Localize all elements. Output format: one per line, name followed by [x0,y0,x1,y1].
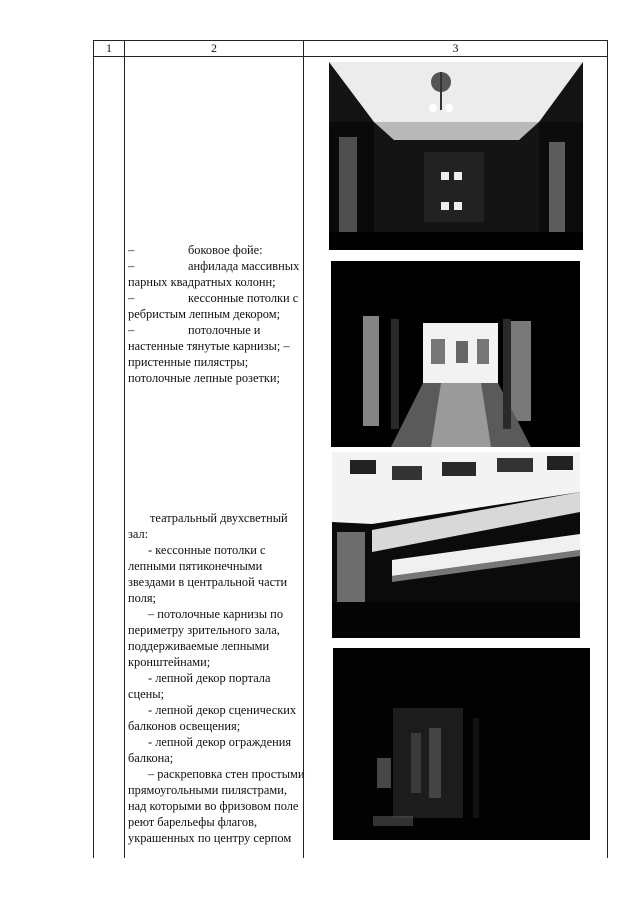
foyer-item: потолочные и настенные тянутые карнизы; [128,323,281,353]
header-col-2: 2 [211,41,217,55]
text-block-side-foyer: – боковое фойе: – анфилада массивных парных квадратных колонн; – кессонные потолки с ребристым лепным декором; – потолочные и настенные тянутые карнизы; – пристенные пилястры; потолочные лепные розетки; [128,243,300,385]
hall-item: - лепной декор сценических балконов освещения; [128,703,297,733]
photo-theatre-stage [333,648,590,840]
foyer-item: кессонные потолки с ребристым лепным декором; [128,291,299,321]
foyer-item: потолочные лепные розетки; [128,371,280,385]
foyer-item: анфилада массивных парных квадратных колонн; [128,259,300,289]
foyer-item: пристенные пилястры; [128,355,249,369]
hall-item: – раскреповка стен простыми прямоугольными пилястрами, над которыми во фризовом поле реют барельефы флагов, украшенных по центру серпом [128,767,305,845]
hall-item: - лепной декор портала сцены; [128,671,271,701]
photo-foyer-doorway [331,261,580,447]
header-col-3: 3 [452,41,459,55]
photo-foyer-corridor [329,62,583,250]
text-block-theatre-hall [128,510,306,846]
hall-item: - кессонные потолки с лепными пятиконечными звездами в центральной части поля; [128,543,288,605]
hall-title: театральный двухсветный зал: [128,511,288,541]
header-col-1: 1 [106,41,112,55]
hall-item: – потолочные карнизы по периметру зрительного зала, поддерживаемые лепными кронштейнами; [128,607,284,669]
table-right-border [607,40,608,858]
table-col1-divider [124,40,125,858]
hall-item: - лепной декор ограждения балкона; [128,735,292,765]
photo-theatre-balcony [332,452,580,638]
table-header-divider [93,56,608,57]
foyer-title: боковое фойе: [188,243,263,257]
table-left-border [93,40,94,858]
